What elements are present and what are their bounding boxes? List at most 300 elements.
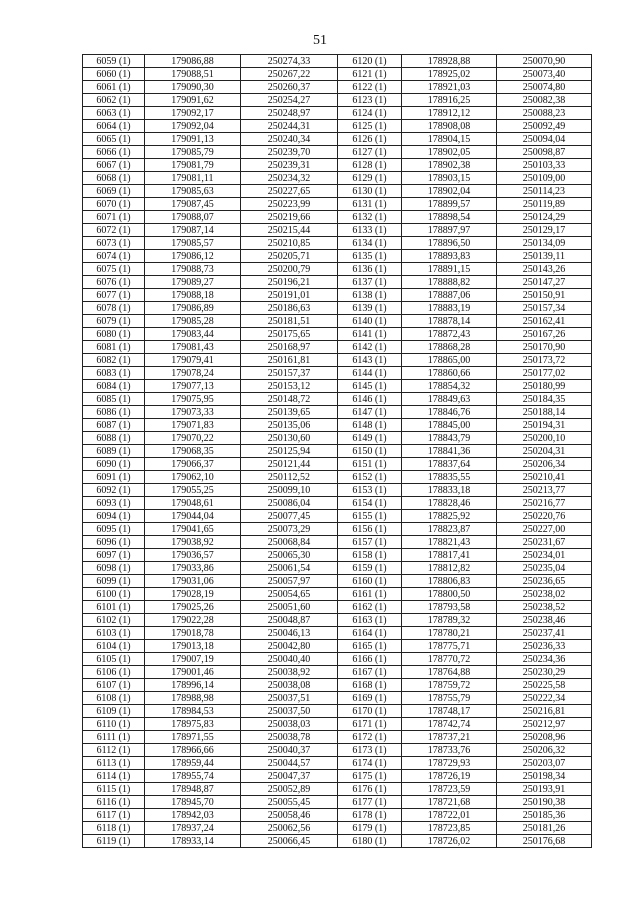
y-coordinate-left-cell: 250125,94: [241, 445, 338, 458]
x-coordinate-left-cell: 179090,30: [145, 81, 241, 94]
point-id-right-cell: 6166 (1): [338, 653, 402, 666]
y-coordinate-left-cell: 250227,65: [241, 185, 338, 198]
x-coordinate-right-cell: 178902,04: [402, 185, 497, 198]
y-coordinate-right-cell: 250185,36: [497, 809, 592, 822]
point-id-left-cell: 6110 (1): [83, 718, 145, 731]
x-coordinate-right-cell: 178845,00: [402, 419, 497, 432]
y-coordinate-left-cell: 250223,99: [241, 198, 338, 211]
y-coordinate-left-cell: 250038,92: [241, 666, 338, 679]
point-id-left-cell: 6079 (1): [83, 315, 145, 328]
x-coordinate-right-cell: 178841,36: [402, 445, 497, 458]
point-id-left-cell: 6103 (1): [83, 627, 145, 640]
x-coordinate-left-cell: 179038,92: [145, 536, 241, 549]
point-id-right-cell: 6126 (1): [338, 133, 402, 146]
point-id-left-cell: 6061 (1): [83, 81, 145, 94]
point-id-right-cell: 6140 (1): [338, 315, 402, 328]
y-coordinate-left-cell: 250038,08: [241, 679, 338, 692]
x-coordinate-right-cell: 178916,25: [402, 94, 497, 107]
point-id-right-cell: 6177 (1): [338, 796, 402, 809]
page-number: 51: [313, 33, 327, 48]
y-coordinate-left-cell: 250047,37: [241, 770, 338, 783]
table-row: [83, 302, 592, 315]
y-coordinate-right-cell: 250143,26: [497, 263, 592, 276]
y-coordinate-right-cell: 250225,58: [497, 679, 592, 692]
x-coordinate-right-cell: 178902,05: [402, 146, 497, 159]
point-id-right-cell: 6176 (1): [338, 783, 402, 796]
table-row: [83, 276, 592, 289]
point-id-right-cell: 6172 (1): [338, 731, 402, 744]
y-coordinate-left-cell: 250086,04: [241, 497, 338, 510]
y-coordinate-right-cell: 250176,68: [497, 835, 592, 848]
table-row: [83, 120, 592, 133]
point-id-left-cell: 6094 (1): [83, 510, 145, 523]
y-coordinate-right-cell: 250238,52: [497, 601, 592, 614]
table-row: [83, 809, 592, 822]
table-row: [83, 159, 592, 172]
y-coordinate-right-cell: 250103,33: [497, 159, 592, 172]
y-coordinate-left-cell: 250175,65: [241, 328, 338, 341]
y-coordinate-left-cell: 250055,45: [241, 796, 338, 809]
y-coordinate-left-cell: 250239,70: [241, 146, 338, 159]
y-coordinate-right-cell: 250119,89: [497, 198, 592, 211]
y-coordinate-right-cell: 250204,31: [497, 445, 592, 458]
table-row: [83, 393, 592, 406]
point-id-right-cell: 6153 (1): [338, 484, 402, 497]
y-coordinate-left-cell: 250234,32: [241, 172, 338, 185]
x-coordinate-left-cell: 178945,70: [145, 796, 241, 809]
y-coordinate-right-cell: 250236,65: [497, 575, 592, 588]
y-coordinate-left-cell: 250200,79: [241, 263, 338, 276]
point-id-left-cell: 6074 (1): [83, 250, 145, 263]
y-coordinate-right-cell: 250234,01: [497, 549, 592, 562]
point-id-right-cell: 6173 (1): [338, 744, 402, 757]
point-id-right-cell: 6158 (1): [338, 549, 402, 562]
point-id-right-cell: 6180 (1): [338, 835, 402, 848]
point-id-left-cell: 6085 (1): [83, 393, 145, 406]
y-coordinate-right-cell: 250212,97: [497, 718, 592, 731]
table-row: [83, 133, 592, 146]
y-coordinate-right-cell: 250210,41: [497, 471, 592, 484]
x-coordinate-right-cell: 178823,87: [402, 523, 497, 536]
table-row: [83, 198, 592, 211]
point-id-left-cell: 6073 (1): [83, 237, 145, 250]
y-coordinate-right-cell: 250216,81: [497, 705, 592, 718]
table-row: [83, 497, 592, 510]
point-id-left-cell: 6116 (1): [83, 796, 145, 809]
x-coordinate-left-cell: 179073,33: [145, 406, 241, 419]
point-id-right-cell: 6156 (1): [338, 523, 402, 536]
point-id-left-cell: 6106 (1): [83, 666, 145, 679]
x-coordinate-right-cell: 178878,14: [402, 315, 497, 328]
x-coordinate-right-cell: 178928,88: [402, 55, 497, 68]
x-coordinate-right-cell: 178729,93: [402, 757, 497, 770]
x-coordinate-left-cell: 179091,13: [145, 133, 241, 146]
point-id-left-cell: 6067 (1): [83, 159, 145, 172]
y-coordinate-right-cell: 250181,26: [497, 822, 592, 835]
y-coordinate-right-cell: 250180,99: [497, 380, 592, 393]
y-coordinate-left-cell: 250051,60: [241, 601, 338, 614]
point-id-right-cell: 6120 (1): [338, 55, 402, 68]
x-coordinate-right-cell: 178865,00: [402, 354, 497, 367]
x-coordinate-right-cell: 178897,97: [402, 224, 497, 237]
point-id-right-cell: 6165 (1): [338, 640, 402, 653]
coordinates-table-body: [83, 55, 592, 848]
y-coordinate-left-cell: 250061,54: [241, 562, 338, 575]
y-coordinate-left-cell: 250239,31: [241, 159, 338, 172]
x-coordinate-right-cell: 178764,88: [402, 666, 497, 679]
table-row: [83, 588, 592, 601]
x-coordinate-left-cell: 179079,41: [145, 354, 241, 367]
point-id-left-cell: 6087 (1): [83, 419, 145, 432]
point-id-left-cell: 6092 (1): [83, 484, 145, 497]
table-row: [83, 666, 592, 679]
x-coordinate-right-cell: 178872,43: [402, 328, 497, 341]
y-coordinate-left-cell: 250057,97: [241, 575, 338, 588]
y-coordinate-left-cell: 250038,78: [241, 731, 338, 744]
point-id-left-cell: 6086 (1): [83, 406, 145, 419]
point-id-right-cell: 6132 (1): [338, 211, 402, 224]
point-id-left-cell: 6070 (1): [83, 198, 145, 211]
y-coordinate-left-cell: 250139,65: [241, 406, 338, 419]
point-id-left-cell: 6089 (1): [83, 445, 145, 458]
y-coordinate-right-cell: 250157,34: [497, 302, 592, 315]
point-id-left-cell: 6098 (1): [83, 562, 145, 575]
x-coordinate-right-cell: 178903,15: [402, 172, 497, 185]
x-coordinate-right-cell: 178891,15: [402, 263, 497, 276]
y-coordinate-left-cell: 250077,45: [241, 510, 338, 523]
y-coordinate-right-cell: 250238,46: [497, 614, 592, 627]
y-coordinate-left-cell: 250267,22: [241, 68, 338, 81]
point-id-right-cell: 6147 (1): [338, 406, 402, 419]
x-coordinate-right-cell: 178896,50: [402, 237, 497, 250]
table-row: [83, 146, 592, 159]
x-coordinate-right-cell: 178902,38: [402, 159, 497, 172]
y-coordinate-right-cell: 250206,32: [497, 744, 592, 757]
y-coordinate-right-cell: 250208,96: [497, 731, 592, 744]
y-coordinate-right-cell: 250235,04: [497, 562, 592, 575]
x-coordinate-right-cell: 178721,68: [402, 796, 497, 809]
x-coordinate-left-cell: 179022,28: [145, 614, 241, 627]
x-coordinate-left-cell: 179062,10: [145, 471, 241, 484]
table-row: [83, 211, 592, 224]
x-coordinate-left-cell: 179055,25: [145, 484, 241, 497]
x-coordinate-left-cell: 178984,53: [145, 705, 241, 718]
x-coordinate-right-cell: 178748,17: [402, 705, 497, 718]
x-coordinate-right-cell: 178925,02: [402, 68, 497, 81]
point-id-left-cell: 6059 (1): [83, 55, 145, 68]
y-coordinate-left-cell: 250046,13: [241, 627, 338, 640]
y-coordinate-left-cell: 250037,51: [241, 692, 338, 705]
point-id-right-cell: 6170 (1): [338, 705, 402, 718]
x-coordinate-right-cell: 178793,58: [402, 601, 497, 614]
y-coordinate-left-cell: 250205,71: [241, 250, 338, 263]
x-coordinate-left-cell: 179081,43: [145, 341, 241, 354]
point-id-left-cell: 6111 (1): [83, 731, 145, 744]
point-id-left-cell: 6119 (1): [83, 835, 145, 848]
point-id-left-cell: 6115 (1): [83, 783, 145, 796]
point-id-right-cell: 6131 (1): [338, 198, 402, 211]
y-coordinate-left-cell: 250065,30: [241, 549, 338, 562]
point-id-right-cell: 6155 (1): [338, 510, 402, 523]
x-coordinate-right-cell: 178904,15: [402, 133, 497, 146]
point-id-right-cell: 6130 (1): [338, 185, 402, 198]
point-id-right-cell: 6178 (1): [338, 809, 402, 822]
table-row: [83, 731, 592, 744]
table-row: [83, 601, 592, 614]
y-coordinate-right-cell: 250139,11: [497, 250, 592, 263]
point-id-right-cell: 6146 (1): [338, 393, 402, 406]
table-row: [83, 328, 592, 341]
x-coordinate-right-cell: 178812,82: [402, 562, 497, 575]
x-coordinate-left-cell: 179066,37: [145, 458, 241, 471]
point-id-left-cell: 6077 (1): [83, 289, 145, 302]
x-coordinate-right-cell: 178770,72: [402, 653, 497, 666]
y-coordinate-right-cell: 250074,80: [497, 81, 592, 94]
table-row: [83, 614, 592, 627]
x-coordinate-right-cell: 178828,46: [402, 497, 497, 510]
y-coordinate-left-cell: 250052,89: [241, 783, 338, 796]
point-id-left-cell: 6117 (1): [83, 809, 145, 822]
point-id-left-cell: 6066 (1): [83, 146, 145, 159]
x-coordinate-left-cell: 178975,83: [145, 718, 241, 731]
point-id-right-cell: 6145 (1): [338, 380, 402, 393]
point-id-left-cell: 6075 (1): [83, 263, 145, 276]
y-coordinate-right-cell: 250070,90: [497, 55, 592, 68]
point-id-left-cell: 6093 (1): [83, 497, 145, 510]
y-coordinate-left-cell: 250240,34: [241, 133, 338, 146]
table-row: [83, 289, 592, 302]
y-coordinate-left-cell: 250044,57: [241, 757, 338, 770]
x-coordinate-left-cell: 179092,17: [145, 107, 241, 120]
table-row: [83, 354, 592, 367]
point-id-left-cell: 6060 (1): [83, 68, 145, 81]
x-coordinate-right-cell: 178843,79: [402, 432, 497, 445]
x-coordinate-left-cell: 179086,12: [145, 250, 241, 263]
table-row: [83, 679, 592, 692]
point-id-left-cell: 6071 (1): [83, 211, 145, 224]
point-id-right-cell: 6124 (1): [338, 107, 402, 120]
table-row: [83, 549, 592, 562]
point-id-left-cell: 6063 (1): [83, 107, 145, 120]
x-coordinate-left-cell: 179088,51: [145, 68, 241, 81]
point-id-right-cell: 6134 (1): [338, 237, 402, 250]
table-row: [83, 406, 592, 419]
point-id-left-cell: 6101 (1): [83, 601, 145, 614]
point-id-left-cell: 6109 (1): [83, 705, 145, 718]
coordinates-table: [82, 54, 592, 848]
y-coordinate-right-cell: 250177,02: [497, 367, 592, 380]
y-coordinate-right-cell: 250222,34: [497, 692, 592, 705]
x-coordinate-right-cell: 178722,01: [402, 809, 497, 822]
x-coordinate-left-cell: 179041,65: [145, 523, 241, 536]
table-row: [83, 224, 592, 237]
table-row: [83, 757, 592, 770]
table-row: [83, 640, 592, 653]
point-id-right-cell: 6162 (1): [338, 601, 402, 614]
y-coordinate-right-cell: 250150,91: [497, 289, 592, 302]
y-coordinate-left-cell: 250274,33: [241, 55, 338, 68]
y-coordinate-right-cell: 250109,00: [497, 172, 592, 185]
point-id-right-cell: 6179 (1): [338, 822, 402, 835]
y-coordinate-left-cell: 250157,37: [241, 367, 338, 380]
point-id-right-cell: 6164 (1): [338, 627, 402, 640]
y-coordinate-left-cell: 250196,21: [241, 276, 338, 289]
x-coordinate-left-cell: 179071,83: [145, 419, 241, 432]
point-id-left-cell: 6082 (1): [83, 354, 145, 367]
point-id-right-cell: 6139 (1): [338, 302, 402, 315]
point-id-left-cell: 6099 (1): [83, 575, 145, 588]
y-coordinate-right-cell: 250231,67: [497, 536, 592, 549]
table-row: [83, 81, 592, 94]
x-coordinate-right-cell: 178833,18: [402, 484, 497, 497]
point-id-left-cell: 6097 (1): [83, 549, 145, 562]
table-row: [83, 510, 592, 523]
y-coordinate-right-cell: 250220,76: [497, 510, 592, 523]
point-id-right-cell: 6141 (1): [338, 328, 402, 341]
y-coordinate-right-cell: 250206,34: [497, 458, 592, 471]
x-coordinate-right-cell: 178723,85: [402, 822, 497, 835]
y-coordinate-right-cell: 250162,41: [497, 315, 592, 328]
y-coordinate-left-cell: 250048,87: [241, 614, 338, 627]
y-coordinate-left-cell: 250260,37: [241, 81, 338, 94]
table-row: [83, 263, 592, 276]
x-coordinate-right-cell: 178733,76: [402, 744, 497, 757]
x-coordinate-left-cell: 179087,14: [145, 224, 241, 237]
point-id-right-cell: 6135 (1): [338, 250, 402, 263]
y-coordinate-left-cell: 250054,65: [241, 588, 338, 601]
x-coordinate-left-cell: 179085,28: [145, 315, 241, 328]
point-id-right-cell: 6148 (1): [338, 419, 402, 432]
x-coordinate-left-cell: 179007,19: [145, 653, 241, 666]
x-coordinate-right-cell: 178854,32: [402, 380, 497, 393]
y-coordinate-right-cell: 250216,77: [497, 497, 592, 510]
x-coordinate-right-cell: 178780,21: [402, 627, 497, 640]
y-coordinate-left-cell: 250168,97: [241, 341, 338, 354]
table-row: [83, 55, 592, 68]
x-coordinate-right-cell: 178846,76: [402, 406, 497, 419]
y-coordinate-right-cell: 250213,77: [497, 484, 592, 497]
x-coordinate-left-cell: 179070,22: [145, 432, 241, 445]
point-id-right-cell: 6159 (1): [338, 562, 402, 575]
x-coordinate-left-cell: 179044,04: [145, 510, 241, 523]
point-id-left-cell: 6113 (1): [83, 757, 145, 770]
x-coordinate-left-cell: 179033,86: [145, 562, 241, 575]
table-row: [83, 237, 592, 250]
x-coordinate-left-cell: 178971,55: [145, 731, 241, 744]
x-coordinate-left-cell: 179089,27: [145, 276, 241, 289]
y-coordinate-right-cell: 250082,38: [497, 94, 592, 107]
y-coordinate-left-cell: 250066,45: [241, 835, 338, 848]
point-id-left-cell: 6084 (1): [83, 380, 145, 393]
point-id-left-cell: 6095 (1): [83, 523, 145, 536]
point-id-right-cell: 6128 (1): [338, 159, 402, 172]
point-id-right-cell: 6133 (1): [338, 224, 402, 237]
point-id-left-cell: 6108 (1): [83, 692, 145, 705]
x-coordinate-right-cell: 178899,57: [402, 198, 497, 211]
y-coordinate-left-cell: 250244,31: [241, 120, 338, 133]
point-id-left-cell: 6090 (1): [83, 458, 145, 471]
x-coordinate-right-cell: 178726,02: [402, 835, 497, 848]
x-coordinate-left-cell: 179087,45: [145, 198, 241, 211]
y-coordinate-right-cell: 250088,23: [497, 107, 592, 120]
y-coordinate-left-cell: 250038,03: [241, 718, 338, 731]
point-id-left-cell: 6105 (1): [83, 653, 145, 666]
x-coordinate-right-cell: 178883,19: [402, 302, 497, 315]
y-coordinate-left-cell: 250254,27: [241, 94, 338, 107]
point-id-left-cell: 6081 (1): [83, 341, 145, 354]
x-coordinate-left-cell: 179088,73: [145, 263, 241, 276]
y-coordinate-right-cell: 250236,33: [497, 640, 592, 653]
x-coordinate-left-cell: 178959,44: [145, 757, 241, 770]
point-id-left-cell: 6080 (1): [83, 328, 145, 341]
point-id-right-cell: 6160 (1): [338, 575, 402, 588]
x-coordinate-right-cell: 178737,21: [402, 731, 497, 744]
point-id-right-cell: 6136 (1): [338, 263, 402, 276]
y-coordinate-right-cell: 250184,35: [497, 393, 592, 406]
y-coordinate-left-cell: 250186,63: [241, 302, 338, 315]
y-coordinate-right-cell: 250234,36: [497, 653, 592, 666]
point-id-left-cell: 6100 (1): [83, 588, 145, 601]
y-coordinate-right-cell: 250173,72: [497, 354, 592, 367]
x-coordinate-left-cell: 179075,95: [145, 393, 241, 406]
point-id-left-cell: 6064 (1): [83, 120, 145, 133]
y-coordinate-right-cell: 250227,00: [497, 523, 592, 536]
x-coordinate-left-cell: 179085,63: [145, 185, 241, 198]
point-id-left-cell: 6102 (1): [83, 614, 145, 627]
x-coordinate-left-cell: 178948,87: [145, 783, 241, 796]
y-coordinate-right-cell: 250200,10: [497, 432, 592, 445]
table-row: [83, 367, 592, 380]
y-coordinate-left-cell: 250099,10: [241, 484, 338, 497]
point-id-left-cell: 6107 (1): [83, 679, 145, 692]
point-id-right-cell: 6163 (1): [338, 614, 402, 627]
y-coordinate-right-cell: 250147,27: [497, 276, 592, 289]
table-row: [83, 653, 592, 666]
x-coordinate-left-cell: 178933,14: [145, 835, 241, 848]
y-coordinate-left-cell: 250210,85: [241, 237, 338, 250]
point-id-right-cell: 6127 (1): [338, 146, 402, 159]
x-coordinate-right-cell: 178742,74: [402, 718, 497, 731]
point-id-left-cell: 6083 (1): [83, 367, 145, 380]
x-coordinate-left-cell: 179013,18: [145, 640, 241, 653]
point-id-right-cell: 6154 (1): [338, 497, 402, 510]
x-coordinate-right-cell: 178837,64: [402, 458, 497, 471]
y-coordinate-left-cell: 250181,51: [241, 315, 338, 328]
y-coordinate-left-cell: 250219,66: [241, 211, 338, 224]
x-coordinate-left-cell: 179092,04: [145, 120, 241, 133]
table-row: [83, 744, 592, 757]
y-coordinate-left-cell: 250161,81: [241, 354, 338, 367]
point-id-left-cell: 6069 (1): [83, 185, 145, 198]
x-coordinate-left-cell: 179083,44: [145, 328, 241, 341]
x-coordinate-right-cell: 178912,12: [402, 107, 497, 120]
x-coordinate-left-cell: 179025,26: [145, 601, 241, 614]
point-id-right-cell: 6121 (1): [338, 68, 402, 81]
x-coordinate-right-cell: 178825,92: [402, 510, 497, 523]
y-coordinate-left-cell: 250191,01: [241, 289, 338, 302]
point-id-right-cell: 6171 (1): [338, 718, 402, 731]
point-id-left-cell: 6088 (1): [83, 432, 145, 445]
y-coordinate-right-cell: 250194,31: [497, 419, 592, 432]
x-coordinate-right-cell: 178849,63: [402, 393, 497, 406]
y-coordinate-right-cell: 250167,26: [497, 328, 592, 341]
x-coordinate-right-cell: 178789,32: [402, 614, 497, 627]
point-id-right-cell: 6157 (1): [338, 536, 402, 549]
table-row: [83, 380, 592, 393]
x-coordinate-left-cell: 179028,19: [145, 588, 241, 601]
x-coordinate-left-cell: 179077,13: [145, 380, 241, 393]
x-coordinate-right-cell: 178921,03: [402, 81, 497, 94]
